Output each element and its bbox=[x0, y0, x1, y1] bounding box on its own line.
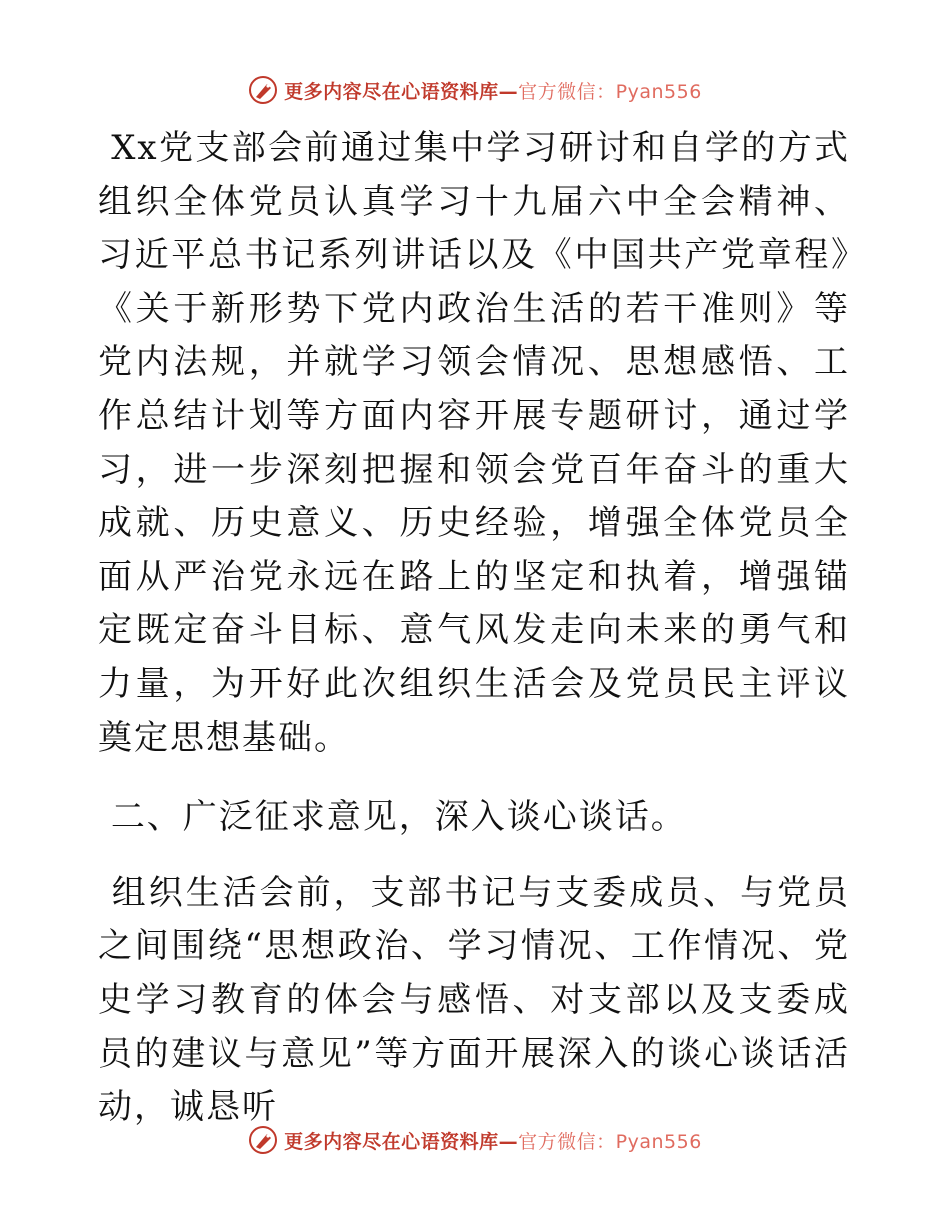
pen-nib-logo-icon bbox=[248, 1125, 278, 1155]
footer-banner-wechat: 官方微信：Pyan556 bbox=[518, 1130, 702, 1153]
document-body bbox=[98, 122, 850, 1135]
pen-nib-logo-icon bbox=[248, 75, 278, 105]
footer-banner bbox=[0, 1120, 950, 1160]
header-banner-main: 更多内容尽在心语资料库— bbox=[284, 80, 519, 103]
paragraph-1: Xx党支部会前通过集中学习研讨和自学的方式组织全体党员认真学习十九届六中全会精神、习近平总书记系列讲话以及《中国共产党章程》《关于新形势下党内政治生活的若干准则》等党内法规，并就学习领会情况、思想感悟、工作总结计划等方面内容开展专题研讨，通过学习，进一步深刻把握和领会党百年奋斗的重大成就、历史意义、历史经验，增强全体党员全面从严治党永远在路上的坚定和执着，增强锚定既定奋斗目标、意气风发走向未来的勇气和力量，为开好此次组织生活会及党员民主评议奠定思想基础。 bbox=[98, 128, 850, 758]
paragraph-2: 组织生活会前，支部书记与支委成员、与党员之间围绕“思想政治、学习情况、工作情况、党史学习教育的体会与感悟、对支部以及支委成员的建议与意见”等方面开展深入的谈心谈话活动，诚恳听 bbox=[98, 872, 851, 1128]
footer-banner-text bbox=[284, 1127, 702, 1154]
header-banner bbox=[0, 70, 950, 110]
header-banner-text bbox=[284, 77, 702, 104]
footer-banner-main: 更多内容尽在心语资料库— bbox=[284, 1130, 519, 1153]
header-banner-wechat: 官方微信：Pyan556 bbox=[518, 80, 702, 103]
section-heading-2: 二、广泛征求意见，深入谈心谈话。 bbox=[98, 797, 687, 838]
